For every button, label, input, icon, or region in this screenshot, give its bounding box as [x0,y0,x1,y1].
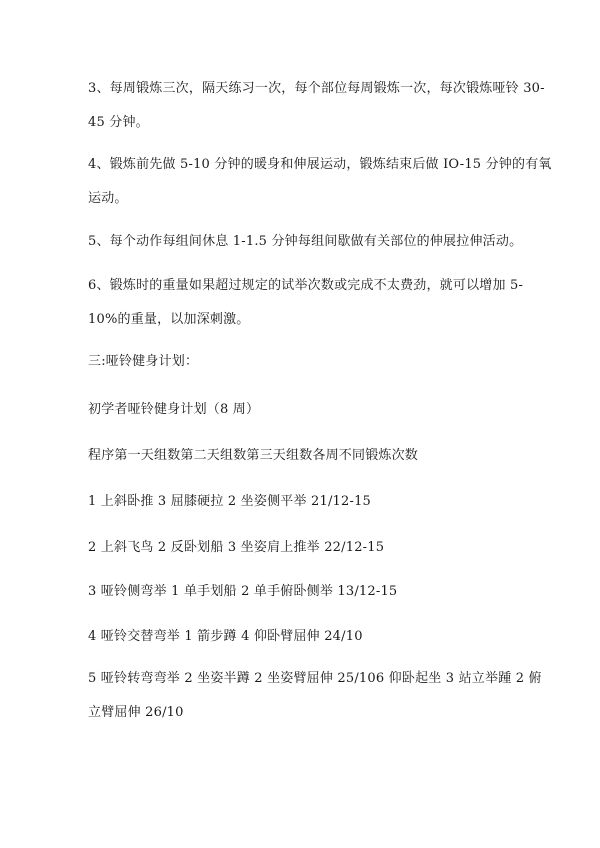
paragraph-line: 10%的重量，以加深刺激。 [88,312,250,327]
paragraph-line: 5、每个动作每组间休息 1-1.5 分钟每组间歇做有关部位的伸展拉伸活动。 [88,234,523,249]
paragraph-line: 程序第一天组数第二天组数第三天组数各周不同锻炼次数 [88,448,419,463]
paragraph-line: 3 哑铃侧弯举 1 单手划船 2 单手俯卧侧举 13/12-15 [88,584,398,599]
paragraph-line: 运动。 [88,191,128,206]
paragraph-rule-6 [88,269,524,337]
plan-row-3 [88,575,520,609]
section-heading [88,345,520,379]
plan-row-1 [88,485,520,519]
plan-table-header [88,439,520,473]
paragraph-line: 3、每周锻炼三次，隔天练习一次，每个部位每周锻炼一次，每次锻炼哑铃 30- [88,81,545,96]
paragraph-line: 1 上斜卧推 3 屈膝硬拉 2 坐姿侧平举 21/12-15 [88,494,372,509]
paragraph-line: 4 哑铃交替弯举 1 箭步蹲 4 仰卧臂屈伸 24/10 [88,629,363,644]
paragraph-rule-5 [88,225,523,259]
paragraph-rule-3 [88,72,545,140]
paragraph-line: 4、锻炼前先做 5-10 分钟的暖身和伸展运动，锻炼结束后做 IO-15 分钟的有氧 [88,157,552,172]
plan-row-2 [88,531,520,565]
paragraph-rule-4 [88,148,552,216]
paragraph-line: 2 上斜飞鸟 2 反卧划船 3 坐姿肩上推举 22/12-15 [88,540,385,555]
plan-row-4 [88,620,520,654]
paragraph-line: 初学者哑铃健身计划（8 周） [88,402,260,417]
paragraph-line: 三:哑铃健身计划： [88,354,199,369]
paragraph-line: 6、锻炼时的重量如果超过规定的试举次数或完成不太费劲，就可以增加 5- [88,278,524,293]
paragraph-line: 45 分钟。 [88,115,149,130]
plan-title [88,393,520,427]
plan-row-5 [88,662,542,730]
paragraph-line: 立臂屈伸 26/10 [88,705,184,720]
paragraph-line: 5 哑铃转弯弯举 2 坐姿半蹲 2 坐姿臂屈伸 25/106 仰卧起坐 3 站立举踵 2 俯 [88,671,542,686]
